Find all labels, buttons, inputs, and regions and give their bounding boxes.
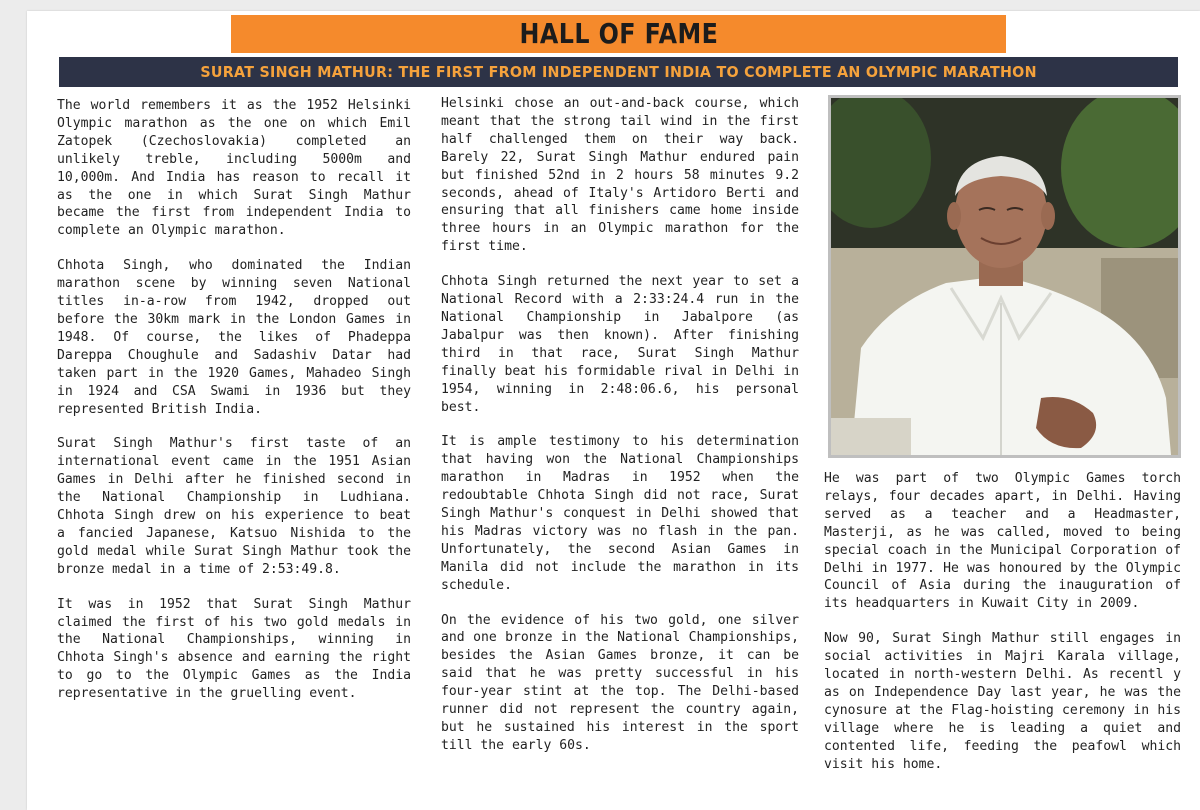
portrait-photo: [828, 95, 1181, 458]
article-headline: SURAT SINGH MATHUR: THE FIRST FROM INDEPENDENT INDIA TO COMPLETE AN OLYMPIC MARATHON: [200, 63, 1037, 81]
paragraph: He was part of two Olympic Games torch relays, four decades apart, in Delhi. Having served as a teacher and a Headmaster, Masterji, as he was called, moved to being special coach in the Municipal Corporation of Delhi in 1977. He was honoured by the Olympic Council of Asia during the inauguration of its headquarters in Kuwait City in 2009.: [824, 471, 1181, 612]
portrait-illustration: [831, 98, 1178, 455]
paragraph: It was in 1952 that Surat Singh Mathur claimed the first of his two gold medals in the National Championships, winning in Chhota Singh's absence and earning the right to go to the Olympic Games as the India representative in the gruelling event.: [57, 596, 411, 702]
paragraph: The world remembers it as the 1952 Helsinki Olympic marathon as the one on which Emil Zatopek (Czechoslovakia) completed an unlikely treble, including 5000m and 10,000m. And India has reason to recall it as the one in which Surat Singh Mathur became the first from independent India to complete an Olympic marathon.: [57, 98, 411, 239]
page-title: HALL OF FAME: [519, 17, 718, 50]
article-page: [27, 11, 1200, 810]
paragraph: Surat Singh Mathur's first taste of an international event came in the 1951 Asian Games in Delhi after he finished second in the National Championship in Ludhiana. Chhota Singh drew on his experience to beat a fancied Japanese, Katsuo Nishida to the gold medal while Surat Singh Mathur took the bronze medal in a time of 2:53:49.8.: [57, 436, 411, 577]
paragraph: It is ample testimony to his determination that having won the National Championships marathon in Madras in 1952 when the redoubtable Chhota Singh did not race, Surat Singh Mathur's conquest in Delhi showed that his Madras victory was no flash in the pan. Unfortunately, the second Asian Games in Manila did not include the marathon in its schedule.: [441, 434, 799, 593]
middle-column: [441, 95, 799, 772]
paragraph: Helsinki chose an out-and-back course, which meant that the strong tail wind in the first half challenged them on their way back. Barely 22, Surat Singh Mathur endured pain but finished 52nd in 2 hours 58 minutes 9.2 seconds, ahead of Italy's Artidoro Berti and ensuring that all finishers came home inside three hours in an Olympic marathon for the first time.: [441, 96, 799, 255]
paragraph: On the evidence of his two gold, one silver and one bronze in the National Championships, besides the Asian Games bronze, it can be said that he was pretty successful in his four-year stint at the top. The Delhi-based runner did not represent the country again, but he sustained his interest in the sport till the early 60s.: [441, 612, 799, 753]
right-column: [824, 470, 1181, 791]
subtitle-banner: [59, 57, 1178, 87]
paragraph: Chhota Singh returned the next year to set a National Record with a 2:33:24.4 run in the National Championship in Jabalpore (as Jabalpur was then known). After finishing third in that race, Surat Singh Mathur finally beat his formidable rival in Delhi in 1954, winning in 2:48:06.6, his personal best.: [441, 274, 799, 415]
paragraph: Chhota Singh, who dominated the Indian marathon scene by winning seven National titles in-a-row from 1942, dropped out before the 30km mark in the London Games in 1948. Of course, the likes of Phadeppa Dareppa Choughule and Sadashiv Datar had taken part in the 1920 Games, Mahadeo Singh in 1924 and CSA Swami in 1936 but they represented British India.: [57, 258, 411, 417]
left-column: [57, 97, 411, 720]
title-banner: [231, 15, 1006, 53]
paragraph: Now 90, Surat Singh Mathur still engages in social activities in Majri Karala village, located in north-western Delhi. As recentl y as on Independence Day last year, he was the cynosure at the Flag-hoisting ceremony in his village where he is leading a quiet and contented life, feeding the peafowl which visit his home.: [824, 631, 1181, 772]
